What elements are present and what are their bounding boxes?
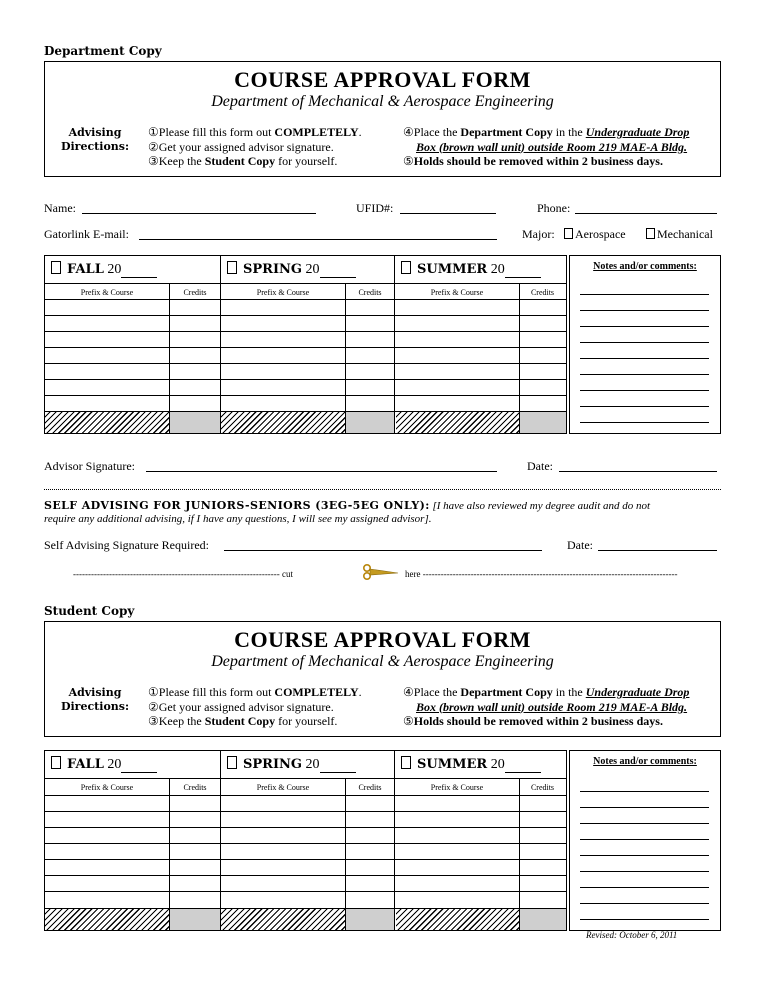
total-credits-cell[interactable] <box>520 412 566 433</box>
col-header-credits: Credits <box>530 783 555 792</box>
cut-line-left: --------------------------------------------------------------------- cut <box>73 569 294 579</box>
course-grid-student <box>44 750 567 931</box>
col-header-credits: Credits <box>358 783 382 792</box>
total-credits-cell[interactable] <box>170 909 220 930</box>
directions-right: ④Place the Department Copy in the Undergraduate Drop Box (brown wall unit) outside Room 219 MAE-A Bldg. ⑤Holds should be removed within 2 business days. <box>403 685 690 728</box>
col-header-prefix: Prefix & Course <box>430 288 484 297</box>
phone-field[interactable] <box>575 213 717 214</box>
col-header-credits: Credits <box>183 783 207 792</box>
checkbox-icon[interactable] <box>51 261 61 274</box>
ufid-label: UFID#: <box>356 201 394 215</box>
col-header-prefix: Prefix & Course <box>80 783 134 792</box>
total-row-hatch <box>45 909 169 930</box>
ufid-field[interactable] <box>400 213 496 214</box>
scissors-icon <box>362 564 400 580</box>
col-header-prefix: Prefix & Course <box>256 288 310 297</box>
total-credits-cell[interactable] <box>346 909 394 930</box>
revised-date: Revised: October 6, 2011 <box>586 930 678 940</box>
col-header-credits: Credits <box>530 288 555 297</box>
department-copy-label: Department Copy <box>44 44 162 58</box>
name-field[interactable] <box>82 213 316 214</box>
advisor-signature-field[interactable] <box>146 471 497 472</box>
semester-summer: SUMMER 20 <box>395 751 566 778</box>
advising-directions-label: Advising Directions: <box>60 126 130 153</box>
col-header-prefix: Prefix & Course <box>80 288 134 297</box>
checkbox-icon[interactable] <box>401 261 411 274</box>
total-row-hatch <box>396 412 519 433</box>
semester-spring: SPRING 20 <box>221 751 395 778</box>
form-subtitle: Department of Mechanical & Aerospace Engineering <box>211 653 554 670</box>
self-advising-signature-field[interactable] <box>224 550 542 551</box>
checkbox-icon[interactable] <box>227 756 237 769</box>
major-aerospace-option[interactable]: Aerospace <box>564 227 626 242</box>
total-credits-cell[interactable] <box>346 412 394 433</box>
advisor-date-label: Date: <box>527 459 553 473</box>
col-header-prefix: Prefix & Course <box>256 783 310 792</box>
semester-fall: FALL 20 <box>45 751 221 778</box>
checkbox-icon[interactable] <box>401 756 411 769</box>
col-header-credits: Credits <box>183 288 207 297</box>
checkbox-icon[interactable] <box>646 228 655 239</box>
student-copy-label: Student Copy <box>44 604 135 618</box>
semester-fall: FALL 20 <box>45 256 221 283</box>
email-label: Gatorlink E-mail: <box>44 227 129 241</box>
advisor-signature-label: Advisor Signature: <box>44 459 135 473</box>
checkbox-icon[interactable] <box>227 261 237 274</box>
total-row-hatch <box>45 412 169 433</box>
directions-right: ④Place the Department Copy in the Undergraduate Drop Box (brown wall unit) outside Room 219 MAE-A Bldg. ⑤Holds should be removed within 2 business days. <box>403 125 690 168</box>
divider <box>44 489 721 490</box>
department-copy-header <box>44 61 721 177</box>
cut-line-right: here ------------------------------------------------------------------------------------- <box>405 569 678 579</box>
directions-left: ①Please fill this form out COMPLETELY. ②Get your assigned advisor signature. ③Keep the Student Copy for yourself. <box>148 685 362 728</box>
total-row-hatch <box>221 412 345 433</box>
form-title: COURSE APPROVAL FORM <box>234 627 531 652</box>
self-advising-date-label: Date: <box>567 538 593 552</box>
checkbox-icon[interactable] <box>51 756 61 769</box>
directions-left: ①Please fill this form out COMPLETELY. ②Get your assigned advisor signature. ③Keep the Student Copy for yourself. <box>148 125 362 168</box>
total-credits-cell[interactable] <box>520 909 566 930</box>
name-label: Name: <box>44 201 76 215</box>
total-credits-cell[interactable] <box>170 412 220 433</box>
form-subtitle: Department of Mechanical & Aerospace Engineering <box>211 93 554 110</box>
major-mechanical-option[interactable]: Mechanical <box>646 227 713 242</box>
advisor-date-field[interactable] <box>559 471 717 472</box>
course-grid-department <box>44 255 567 434</box>
col-header-prefix: Prefix & Course <box>430 783 484 792</box>
phone-label: Phone: <box>537 201 571 215</box>
self-advising-signature-label: Self Advising Signature Required: <box>44 538 209 552</box>
advising-directions-label: Advising Directions: <box>60 686 130 713</box>
email-field[interactable] <box>139 239 497 240</box>
self-advising-date-field[interactable] <box>598 550 717 551</box>
notes-title: Notes and/or comments: <box>593 756 697 767</box>
checkbox-icon[interactable] <box>564 228 573 239</box>
self-advising-statement: SELF ADVISING FOR JUNIORS-SENIORS (3EG-5EG ONLY): [I have also reviewed my degree audit and do not require any additional advising, if I have any questions, I will see my assigned advisor]. <box>44 499 651 525</box>
notes-box-department[interactable] <box>569 255 721 434</box>
notes-box-student[interactable] <box>569 750 721 931</box>
semester-summer: SUMMER 20 <box>395 256 566 283</box>
total-row-hatch <box>396 909 519 930</box>
notes-title: Notes and/or comments: <box>593 261 697 272</box>
major-label: Major: <box>522 227 555 241</box>
total-row-hatch <box>221 909 345 930</box>
semester-spring: SPRING 20 <box>221 256 395 283</box>
form-title: COURSE APPROVAL FORM <box>234 67 531 92</box>
col-header-credits: Credits <box>358 288 382 297</box>
student-copy-header <box>44 621 721 737</box>
